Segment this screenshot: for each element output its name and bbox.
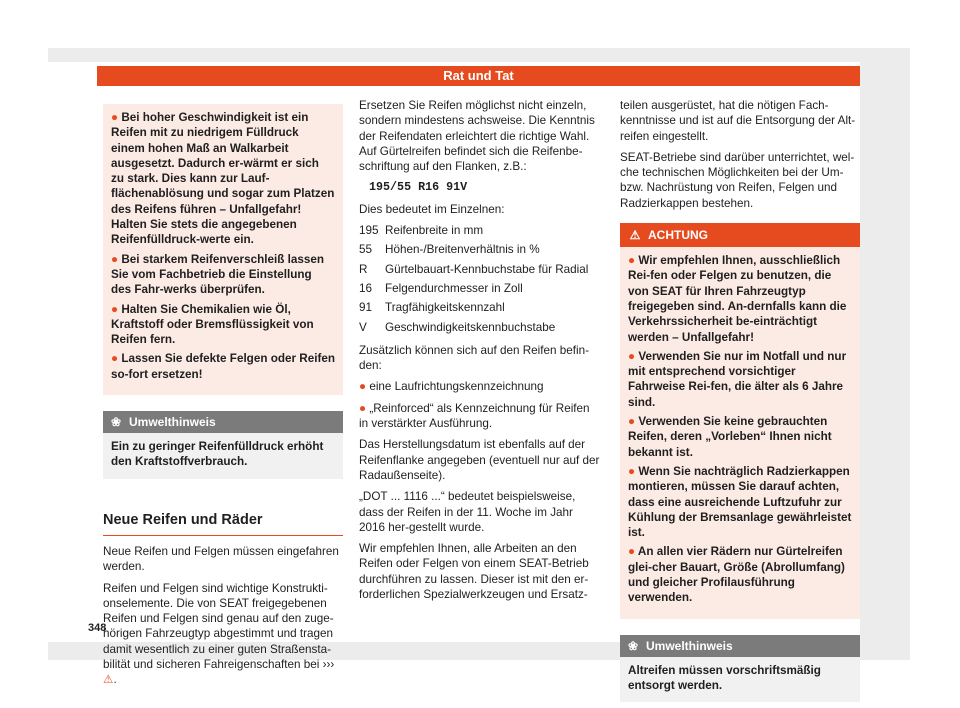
spec-row: V Geschwindigkeitskennbuchstabe bbox=[359, 320, 556, 334]
paragraph: Ersetzen Sie Reifen möglichst nicht einzeln, sondern mindestens achsweise. Die Kenntnis der Reifendaten erleichtert die richtige Wahl. Auf Gürtelreifen befindet sich die Reifenbe-schriftung auf den Flanken, z.B.: bbox=[359, 99, 595, 174]
environment-note-header: ❀ Umwelthinweis bbox=[620, 635, 860, 657]
warning-continued-box bbox=[103, 104, 343, 395]
spec-row: 16 Felgendurchmesser in Zoll bbox=[359, 281, 523, 295]
paragraph: Dies bedeutet im Einzelnen: bbox=[359, 202, 505, 216]
column-3 bbox=[620, 98, 860, 702]
spec-row: 55 Höhen-/Breitenverhältnis in % bbox=[359, 243, 540, 257]
page-number: 348 bbox=[88, 622, 107, 634]
paragraph: Neue Reifen und Felgen müssen eingefahren werden. bbox=[103, 544, 339, 574]
column-2 bbox=[359, 98, 600, 608]
leaf-icon: ❀ bbox=[110, 415, 122, 430]
warning-item: ● Verwenden Sie nur im Notfall und nur mit entsprechend vorsichtiger Fahrweise Rei-fen, die älter als 6 Jahre sind. bbox=[628, 349, 847, 409]
paragraph: Wir empfehlen Ihnen, alle Arbeiten an den Reifen oder Felgen von einem SEAT-Betrieb durchführen zu lassen. Dieser ist mit den er-forderlichen Spezialwerkzeugen und Ersatz- bbox=[359, 542, 589, 602]
paragraph: Zusätzlich können sich auf den Reifen befin-den: bbox=[359, 343, 589, 373]
paragraph: „DOT ... 1116 ...“ bedeutet beispielsweise, dass der Reifen in der 11. Woche im Jahr 2016 her-gestellt wurde. bbox=[359, 490, 576, 534]
column-1 bbox=[103, 104, 343, 694]
warning-body bbox=[620, 247, 860, 619]
section-title: Neue Reifen und Räder bbox=[103, 513, 343, 536]
tire-code: 195/55 R16 91V bbox=[369, 180, 468, 195]
warning-item: ● Bei starkem Reifenverschleiß lassen Sie vom Fachbetrieb die Einstellung des Fahr-werks überprüfen. bbox=[111, 252, 325, 297]
environment-note-text: Ein zu geringer Reifenfülldruck erhöht den Kraftstoffverbrauch. bbox=[103, 433, 343, 479]
warning-item: ● Wenn Sie nachträglich Radzierkappen montieren, müssen Sie darauf achten, dass eine ausreichende Luftzufuhr zur Kühlung der Bremsanlage gewährleistet ist. bbox=[628, 464, 852, 540]
warning-item: ● Wir empfehlen Ihnen, ausschließlich Rei-fen oder Felgen zu benutzen, die von SEAT für Ihren Fahrzeugtyp freigegeben sind. An-dernfalls kann die Verkehrssicherheit be-einträchtigt werden – Unfallgefahr! bbox=[628, 254, 847, 344]
environment-note-header: ❀ Umwelthinweis bbox=[103, 411, 343, 433]
paragraph: SEAT-Betriebe sind darüber unterrichtet, wel-che technischen Möglichkeiten bei der Um-bzw. Nachrüstung von Reifen, Felgen und Radzierkappen bestehen. bbox=[620, 150, 855, 210]
warning-triangle-icon[interactable]: ⚠ bbox=[103, 673, 114, 687]
paragraph: teilen ausgerüstet, hat die nötigen Fach-kenntnisse und ist auf die Entsorgung der Alt-reifen eingestellt. bbox=[620, 99, 856, 143]
continue-link[interactable]: ››› bbox=[322, 658, 335, 672]
leaf-icon: ❀ bbox=[627, 638, 639, 653]
environment-note bbox=[620, 635, 860, 703]
warning-item: ● Bei hoher Geschwindigkeit ist ein Reifen mit zu niedrigem Fülldruck einem hohen Maß an Walkarbeit ausgesetzt. Dadurch er-wärmt er sich zu stark. Dies kann zur Lauf-flächenablösung und sogar zum Platzen des Reifens führen – Unfallgefahr! Halten Sie stets die angegebenen Reifenfülldruck-werte ein. bbox=[111, 111, 335, 247]
paragraph: Das Herstellungsdatum ist ebenfalls auf der Reifenflanke angegeben (eventuell nur auf der Radaußenseite). bbox=[359, 438, 600, 482]
environment-note-text: Altreifen müssen vorschriftsmäßig entsorgt werden. bbox=[620, 657, 860, 703]
warning-triangle-icon: ⚠ bbox=[629, 228, 641, 243]
spec-list bbox=[359, 223, 600, 335]
warning-item: ● Halten Sie Chemikalien wie Öl, Kraftstoff oder Bremsflüssigkeit von Reifen fern. bbox=[111, 302, 314, 347]
warning-item: ● An allen vier Rädern nur Gürtelreifen glei-cher Bauart, Größe (Abrollumfang) und gleicher Profilausführung verwenden. bbox=[628, 545, 845, 605]
warning-item: ● Lassen Sie defekte Felgen oder Reifen so-fort ersetzen! bbox=[111, 352, 336, 381]
warning-header: ⚠ ACHTUNG bbox=[620, 223, 860, 247]
warning-box bbox=[620, 223, 860, 619]
spec-row: 91 Tragfähigkeitskennzahl bbox=[359, 301, 505, 315]
paragraph: Reifen und Felgen sind wichtige Konstrukti-onselemente. Die von SEAT freigegebenen Reifen und Felgen sind genau auf den zuge-hörigen Fahrzeugtyp abgestimmt und tragen damit wesentlich zu einer guten Straßensta-bilität und sicheren Fahreigenschaften bei ››› ⚠. bbox=[103, 581, 335, 687]
bullet-item: ● „Reinforced“ als Kennzeichnung für Reifen in verstärkter Ausführung. bbox=[359, 401, 590, 431]
warning-item: ● Verwenden Sie keine gebrauchten Reifen, deren „Vorleben“ Ihnen nicht bekannt ist. bbox=[628, 415, 832, 459]
spec-row: R Gürtelbauart-Kennbuchstabe für Radial bbox=[359, 262, 589, 276]
chapter-header: Rat und Tat bbox=[97, 66, 860, 86]
spec-row: 195 Reifenbreite in mm bbox=[359, 224, 484, 238]
bullet-item: ● eine Laufrichtungskennzeichnung bbox=[359, 380, 544, 394]
environment-note bbox=[103, 411, 343, 479]
